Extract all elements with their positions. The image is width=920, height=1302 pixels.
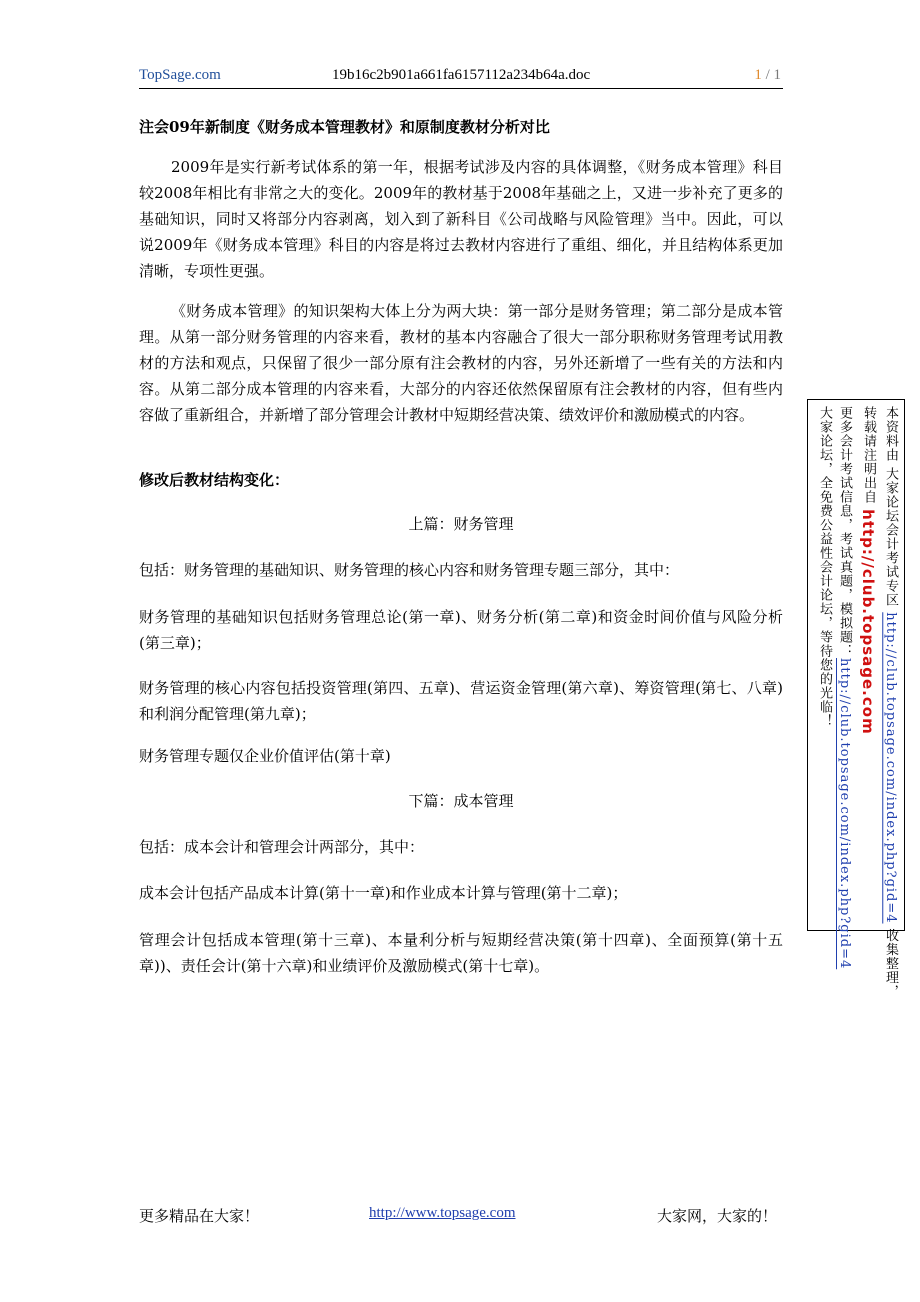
promo-column-3 [836,406,852,969]
page-total: 1 [773,67,781,83]
page-current: 1 [754,67,762,83]
page-indicator [754,67,781,84]
footer-right: 大家网，大家的！ [657,1209,778,1225]
paragraph-intro: 2009年是实行新考试体系的第一年，根据考试涉及内容的具体调整，《财务成本管理》科目较2008年相比有非常之大的变化。2009年的教材基于2008年基础之上，又进一步补充了更多的基础知识，同时又将部分内容剥离，划入到了新科目《公司战略与风险管理》当中。因此，可以说2009年《财务成本管理》科目的内容是将过去教材内容进行了重组、细化，并且结构体系更加清晰，专项性更强。 [139,158,783,280]
promo-text-2: 转载请注明出自 [861,406,876,510]
paragraph-structure: 《财务成本管理》的知识架构大体上分为两大块：第一部分是财务管理；第二部分是成本管理。从第一部分财务管理的内容来看，教材的基本内容融合了很大一部分职称财务管理考试用教材的方法和观点，只保留了很少一部分原有注会教材的内容，另外还新增了一些有关的方法和内容。从第二部分成本管理的内容来看，大部分的内容还依然保留原有注会教材的内容，但有些内容做了重新组合，并新增了部分管理会计教材中短期经营决策、绩效评价和激励模式的内容。 [139,302,783,424]
page-header [139,66,783,89]
promo-text-4: 大家论坛，全免费公益性会计论坛，等待您的光临！ [817,406,832,728]
promo-text-1: 本资料由 大家论坛会计考试专区 [883,406,898,613]
part1-intro: 包括：财务管理的基础知识、财务管理的核心内容和财务管理专题三部分，其中： [139,561,680,579]
promo-text-1-tail: 收集整理， [883,923,898,999]
promo-link-club[interactable]: http://club.topsage.com [859,509,877,735]
part2-cost: 成本会计包括产品成本计算(第十一章)和作业成本计算与管理(第十二章)； [139,884,628,902]
site-name[interactable]: TopSage.com [139,67,221,83]
promo-column-4 [816,406,832,728]
footer-link[interactable]: http://www.topsage.com [369,1205,516,1221]
part1-topic: 财务管理专题仅企业价值评估(第十章) [139,747,391,765]
part2-heading: 下篇：成本管理 [408,792,514,810]
part2-intro: 包括：成本会计和管理会计两部分，其中： [139,838,425,856]
document-title: 注会09年新制度《财务成本管理教材》和原制度教材分析对比 [139,118,550,136]
part1-basic: 财务管理的基础知识包括财务管理总论(第一章)、财务分析(第二章)和资金时间价值与风险分析(第三章)； [139,608,783,652]
page-separator: / [761,67,774,83]
document-filename: 19b16c2b901a661fa6157112a234b64a.doc [332,67,591,83]
section-title: 修改后教材结构变化： [139,471,290,489]
part2-mgmt: 管理会计包括成本管理(第十三章)、本量利分析与短期经营决策(第十四章)、全面预算(第十五章))、责任会计(第十六章)和业绩评价及激励模式(第十七章)。 [139,931,783,975]
promo-column-2 [860,406,876,735]
promo-link-exam[interactable]: http://club.topsage.com/index.php?gid=4 [837,658,852,970]
promo-link-forum-zone[interactable]: http://club.topsage.com/index.php?gid=4 [883,612,898,924]
part1-heading: 上篇：财务管理 [408,515,514,533]
promo-text-3: 更多会计考试信息，考试真题，模拟题： [837,406,852,658]
promo-column-1 [882,406,898,999]
footer-left: 更多精品在大家！ [139,1209,260,1225]
part1-core: 财务管理的核心内容包括投资管理(第四、五章)、营运资金管理(第六章)、筹资管理(第七、八章)和利润分配管理(第九章)； [139,679,783,723]
footer-link-wrap [369,1205,516,1222]
promo-sidebar [807,399,905,999]
